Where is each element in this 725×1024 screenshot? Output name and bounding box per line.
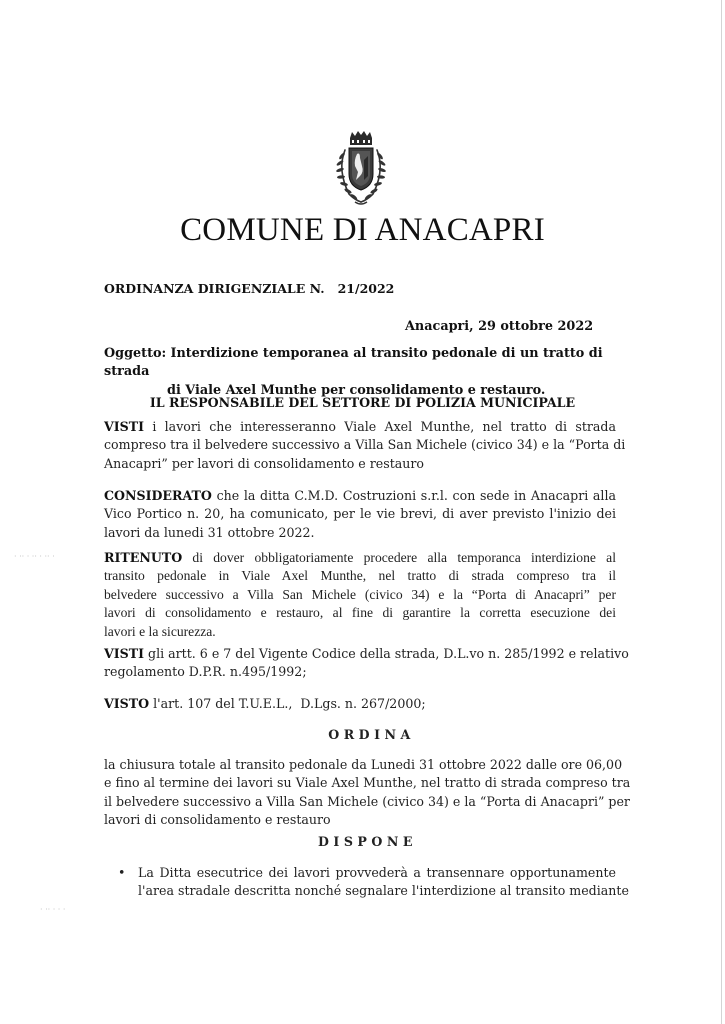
scan-noise: · ·· · ·· · ·· · xyxy=(14,552,55,561)
paragraph-line: Vico Portico n. 20, ha comunicato, per le vie brevi, di aver previsto l'inizio dei xyxy=(104,506,616,522)
bullet-icon: • xyxy=(118,865,126,880)
ordina-heading: ORDINA xyxy=(328,727,415,742)
paragraph-keyword: VISTO xyxy=(104,696,150,711)
subject-line-1: Interdizione temporanea al transito pedonale di un tratto di strada xyxy=(104,346,603,380)
paragraph-line: lavori di consolidamento e restauro, al fine di garantire la corretta esecuzione dei xyxy=(104,605,616,621)
paragraph-keyword: CONSIDERATO xyxy=(104,488,212,503)
dispone-heading: DISPONE xyxy=(318,834,417,849)
paragraph-line: di dover obbligatoriamente procedere alla temporanca interdizione al xyxy=(182,550,616,565)
paragraph-visti-codice xyxy=(104,645,629,682)
paragraph-line: compreso tra il belvedere successivo a Villa San Michele (civico 34) e la “Porta di xyxy=(104,437,626,453)
municipality-name: COMUNE DI ANACAPRI xyxy=(180,212,545,248)
paragraph-line: il belvedere successivo a Villa San Michele (civico 34) e la “Porta di Anacapri” per xyxy=(104,793,630,809)
municipal-coat-of-arms-icon xyxy=(331,130,391,210)
paragraph-keyword: VISTI xyxy=(104,646,145,661)
paragraph-line: La Ditta esecutrice dei lavori provvederà a transennare opportunamente xyxy=(138,865,616,880)
paragraph-line: lavori da lunedi 31 ottobre 2022. xyxy=(104,524,315,540)
paragraph-line: che la ditta C.M.D. Costruzioni s.r.l. con sede in Anacapri alla xyxy=(211,488,616,503)
scan-edge-line xyxy=(721,0,722,1024)
paragraph-line: regolamento D.P.R. n.495/1992; xyxy=(104,664,307,680)
paragraph-line: transito pedonale in Viale Axel Munthe, nel tratto di strada compreso tra il xyxy=(104,568,616,584)
subject-label: Oggetto: xyxy=(104,346,167,361)
scan-noise: · ·· · · · xyxy=(40,905,66,914)
paragraph-line: gli artt. 6 e 7 del Vigente Codice della strada, D.L.vo n. 285/1992 e relativo xyxy=(144,646,629,661)
paragraph-considerato xyxy=(104,487,616,542)
issuer-heading: IL RESPONSABILE DEL SETTORE DI POLIZIA MUNICIPALE xyxy=(149,395,576,410)
paragraph-line: lavori di consolidamento e restauro xyxy=(104,812,331,828)
paragraph-line: l'area stradale descritta nonché segnalare l'interdizione al transito mediante xyxy=(138,883,629,899)
paragraph-line: Anacapri” per lavori di consolidamento e restauro xyxy=(104,455,424,471)
paragraph-line: l'art. 107 del T.U.E.L., D.Lgs. n. 267/2000; xyxy=(149,696,426,711)
subject-line-2: di Viale Axel Munthe per consolidamento e restauro. xyxy=(167,382,546,398)
paragraph-keyword: RITENUTO xyxy=(104,550,183,565)
paragraph-line: i lavori che interesseranno Viale Axel Munthe, nel tratto di strada xyxy=(144,419,616,434)
place-date: Anacapri, 29 ottobre 2022 xyxy=(405,319,594,334)
subject-block xyxy=(104,345,624,400)
paragraph-keyword: VISTI xyxy=(104,419,145,434)
paragraph-ritenuto xyxy=(104,549,616,641)
paragraph-line: lavori e la sicurezza. xyxy=(104,623,216,639)
paragraph-visto-tuel xyxy=(104,695,616,713)
paragraph-line: e fino al termine dei lavori su Viale Axel Munthe, nel tratto di strada compreso tra xyxy=(104,775,631,791)
paragraph-line: belvedere successivo a Villa San Michele (civico 34) e la “Porta di Anacapri” per xyxy=(104,586,616,602)
paragraph-line: la chiusura totale al transito pedonale da Lunedi 31 ottobre 2022 dalle ore 06,00 xyxy=(104,757,623,772)
ordinance-number: ORDINANZA DIRIGENZIALE N. 21/2022 xyxy=(104,281,395,296)
paragraph-visti xyxy=(104,418,626,473)
ordina-body xyxy=(104,756,631,830)
